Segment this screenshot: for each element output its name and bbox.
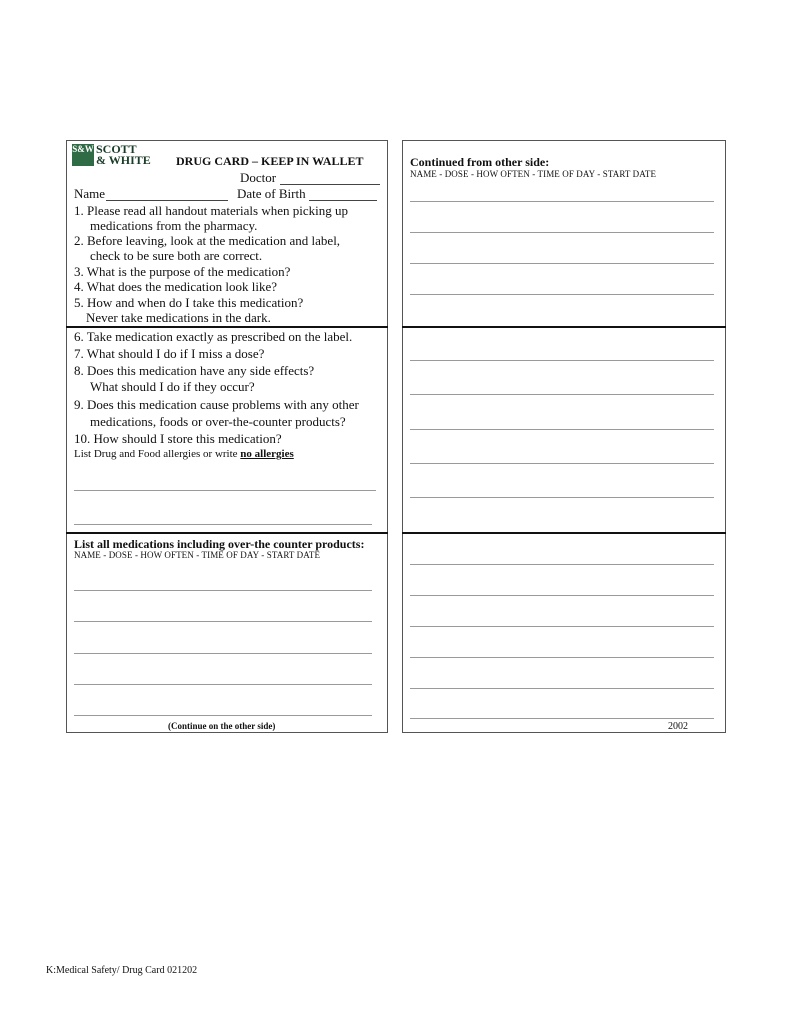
allergy-emphasis: no allergies bbox=[240, 448, 294, 460]
allergy-prompt bbox=[74, 448, 294, 461]
dob-field-line bbox=[309, 200, 377, 201]
back-write-line bbox=[410, 718, 714, 719]
back-write-line bbox=[410, 201, 714, 202]
back-card-panel bbox=[402, 140, 726, 733]
medication-write-line bbox=[74, 653, 372, 654]
back-section-divider-1 bbox=[402, 326, 726, 328]
medication-write-line bbox=[74, 684, 372, 685]
instruction-line: 8. Does this medication have any side effects? bbox=[74, 363, 315, 378]
instruction-line: 7. What should I do if I miss a dose? bbox=[74, 346, 265, 361]
back-write-line bbox=[410, 595, 714, 596]
instruction-line: 5. How and when do I take this medication? bbox=[74, 295, 304, 310]
instruction-line: 9. Does this medication cause problems with any other bbox=[74, 397, 359, 412]
back-write-line bbox=[410, 463, 714, 464]
doctor-label: Doctor bbox=[240, 170, 277, 185]
back-write-line bbox=[410, 429, 714, 430]
scott-white-logo-mark: S&W bbox=[72, 144, 94, 166]
back-write-line bbox=[410, 394, 714, 395]
logo-line-1: SCOTT bbox=[96, 142, 137, 156]
instruction-line: 6. Take medication exactly as prescribed on the label. bbox=[74, 329, 353, 344]
back-write-line bbox=[410, 626, 714, 627]
allergy-write-line bbox=[74, 490, 376, 491]
medication-write-line bbox=[74, 715, 372, 716]
back-write-line bbox=[410, 497, 714, 498]
back-columns: NAME - DOSE - HOW OFTEN - TIME OF DAY - START DATE bbox=[410, 169, 657, 179]
card-title: DRUG CARD – KEEP IN WALLET bbox=[176, 154, 364, 168]
back-write-line bbox=[410, 688, 714, 689]
name-label: Name bbox=[74, 186, 106, 201]
back-write-line bbox=[410, 564, 714, 565]
footer-path: K:Medical Safety/ Drug Card 021202 bbox=[46, 965, 198, 976]
back-write-line bbox=[410, 360, 714, 361]
back-write-line bbox=[410, 232, 714, 233]
name-field-line bbox=[106, 200, 228, 201]
medication-list-title: List all medications including over-the counter products: bbox=[74, 537, 365, 551]
allergy-label: List Drug and Food allergies or write bbox=[74, 448, 241, 460]
back-title: Continued from other side: bbox=[410, 155, 550, 169]
instruction-line: medications, foods or over-the-counter products? bbox=[90, 414, 346, 429]
back-write-line bbox=[410, 263, 714, 264]
medication-list-columns: NAME - DOSE - HOW OFTEN - TIME OF DAY - START DATE bbox=[74, 550, 321, 560]
continue-note: (Continue on the other side) bbox=[168, 721, 276, 731]
medication-write-line bbox=[74, 621, 372, 622]
instruction-line: 4. What does the medication look like? bbox=[74, 279, 278, 294]
instruction-line: 1. Please read all handout materials when picking up bbox=[74, 203, 349, 218]
back-section-divider-2 bbox=[402, 532, 726, 534]
instruction-line: What should I do if they occur? bbox=[90, 379, 255, 394]
instruction-line: 2. Before leaving, look at the medication and label, bbox=[74, 233, 341, 248]
front-section-divider-1 bbox=[66, 326, 388, 328]
allergy-write-line bbox=[74, 524, 372, 525]
dob-label: Date of Birth bbox=[237, 186, 306, 201]
year-label: 2002 bbox=[668, 721, 688, 732]
instruction-line: check to be sure both are correct. bbox=[90, 248, 263, 263]
back-write-line bbox=[410, 657, 714, 658]
front-section-divider-2 bbox=[66, 532, 388, 534]
instruction-line: 10. How should I store this medication? bbox=[74, 431, 282, 446]
instruction-line: medications from the pharmacy. bbox=[90, 218, 258, 233]
doctor-field-line bbox=[280, 184, 380, 185]
instruction-line: 3. What is the purpose of the medication? bbox=[74, 264, 291, 279]
instruction-line: Never take medications in the dark. bbox=[86, 310, 271, 325]
back-write-line bbox=[410, 294, 714, 295]
medication-write-line bbox=[74, 590, 372, 591]
logo-line-2: & WHITE bbox=[96, 153, 151, 167]
